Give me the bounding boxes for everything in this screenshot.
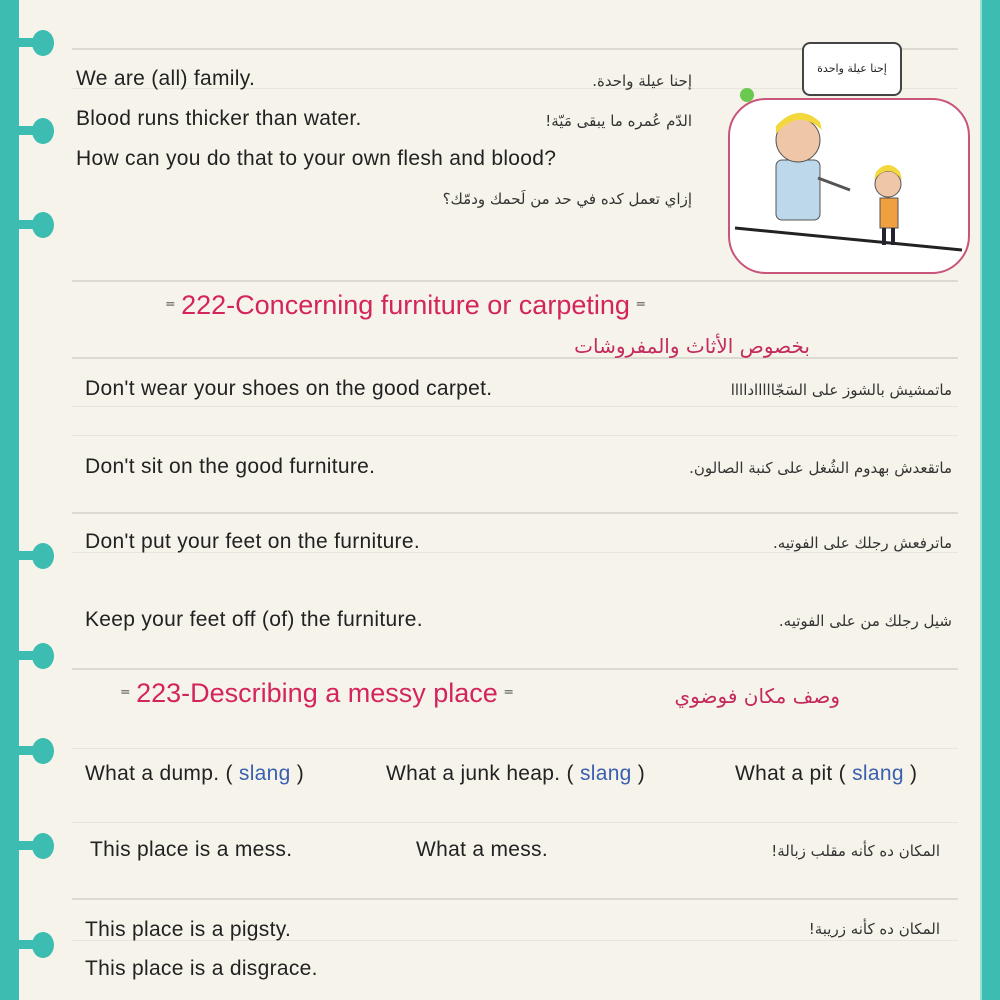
divider [72, 822, 958, 823]
ring-hook-icon [10, 738, 52, 762]
phrase-ar: إحنا عيلة واحدة. [592, 72, 692, 90]
section-223-title: ⁼ 223-Describing a messy place ⁼ [120, 678, 514, 708]
phrase-en: Don't put your feet on the furniture. [85, 530, 420, 553]
phrase-en: What a mess. [416, 838, 548, 861]
ring-hook-icon [10, 30, 52, 54]
phrase-en: Blood runs thicker than water. [76, 107, 362, 130]
divider [72, 748, 958, 749]
binder-strip-right [980, 0, 1000, 1000]
phrase-en: Don't wear your shoes on the good carpet. [85, 377, 493, 400]
phrase-ar: ماتمشيش بالشوز على السَجّاااااداااا [730, 381, 952, 399]
phrase-en: This place is a pigsty. [85, 918, 292, 941]
slang-phrase: What a pit ( slang ) [735, 762, 918, 785]
divider [72, 435, 958, 436]
speech-bubble: إحنا عيلة واحدة [802, 42, 902, 96]
ring-hook-icon [10, 643, 52, 667]
phrase-ar: شيل رجلك من على الفوتيه. [778, 612, 952, 630]
phrase-en: Keep your feet off (of) the furniture. [85, 608, 423, 631]
phrase-ar: المكان ده كأنه زريبة! [808, 920, 940, 938]
phrase-ar: الدّم عُمره ما يبقى مَيّة! [545, 112, 692, 130]
phrase-en: This place is a mess. [90, 838, 293, 861]
divider [72, 357, 958, 359]
divider [72, 406, 958, 407]
phrase-ar: ماتقعدش بهدوم الشُغل على كنبة الصالون. [689, 459, 952, 477]
ring-hook-icon [10, 833, 52, 857]
ring-hook-icon [10, 543, 52, 567]
phrase-ar: المكان ده كأنه مقلب زبالة! [771, 842, 940, 860]
divider [72, 668, 958, 670]
section-222-title: ⁼ 222-Concerning furniture or carpeting ⁼ [165, 290, 647, 320]
phrase-ar: ماترفعش رجلك على الفوتيه. [772, 534, 952, 552]
phrase-ar: إزاي تعمل كده في حد من لَحمك ودمّك؟ [442, 190, 692, 208]
phrase-en: We are (all) family. [76, 67, 256, 90]
section-222-title-ar: بخصوص الأثاث والمفروشات [574, 334, 810, 358]
phrase-en: This place is a disgrace. [85, 957, 318, 980]
ring-hook-icon [10, 932, 52, 956]
phrase-en: How can you do that to your own flesh and blood? [76, 147, 557, 170]
divider [72, 280, 958, 282]
section-223-title-ar: وصف مكان فوضوي [674, 684, 840, 708]
ring-hook-icon [10, 118, 52, 142]
slang-phrase: What a dump. ( slang ) [85, 762, 305, 785]
family-illustration [728, 98, 970, 274]
divider [72, 512, 958, 514]
ring-hook-icon [10, 212, 52, 236]
divider [72, 898, 958, 900]
slang-phrase: What a junk heap. ( slang ) [386, 762, 646, 785]
phrase-en: Don't sit on the good furniture. [85, 455, 376, 478]
pin-icon [740, 88, 754, 102]
